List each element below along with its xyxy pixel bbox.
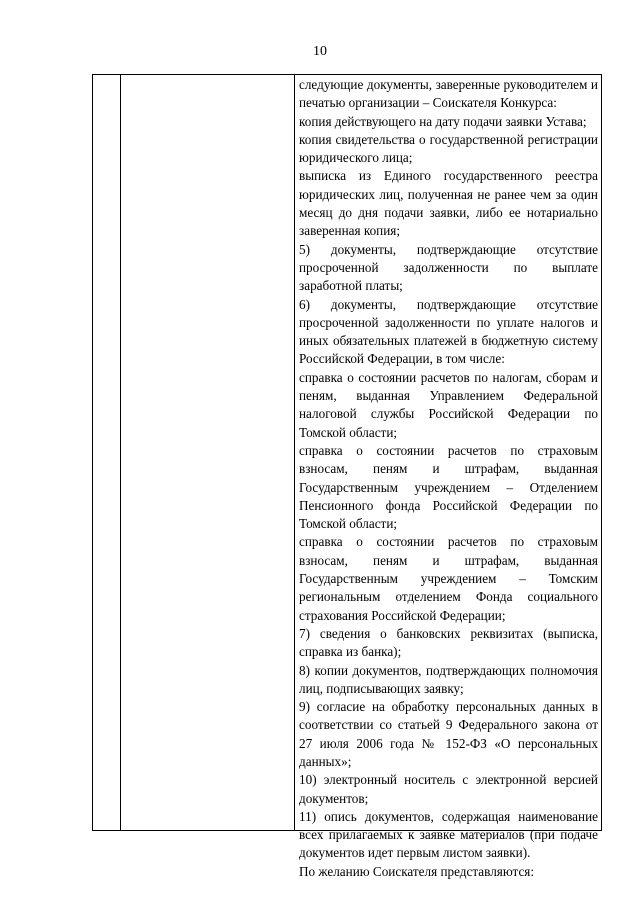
paragraph-intro: следующие документы, заверенные руководителем и печатью организации – Соискателя Конкурса: xyxy=(299,77,598,111)
paragraph-tax-certificate: справка о состоянии расчетов по налогам, сборам и пеням, выданная Управлением Федеральной налоговой службы Российской Федерации по Томской области; xyxy=(299,369,598,440)
column-divider-2 xyxy=(294,75,295,830)
paragraph-registration-certificate: копия свидетельства о государственной регистрации юридического лица; xyxy=(299,131,598,166)
document-table xyxy=(92,74,602,879)
paragraph-charter-copy: копия действующего на дату подачи заявки Устава; xyxy=(299,113,587,129)
paragraph-item-11: 11) опись документов, содержащая наименование всех прилагаемых к заявке материалов (при подаче документов идет первым листом заявки). xyxy=(299,808,598,861)
paragraph-item-8: 8) копии документов, подтверждающих полномочия лиц, подписывающих заявку; xyxy=(299,662,598,696)
paragraph-item-7: 7) сведения о банковских реквизитах (выписка, справка из банка); xyxy=(299,625,598,660)
paragraph-social-insurance-certificate: справка о состоянии расчетов по страховым взносам, пеням и штрафам, выданная Государственным учреждением – Томским региональным отделением Фонда социального страхования Российской Федерации; xyxy=(299,534,598,623)
paragraph-item-10: 10) электронный носитель с электронной версией документов; xyxy=(299,772,598,806)
requirements-cell xyxy=(299,76,598,881)
paragraph-item-5: 5) документы, подтверждающие отсутствие просроченной задолженности по выплате заработной платы; xyxy=(299,241,598,294)
paragraph-item-9: 9) согласие на обработку персональных данных в соответствии со статьей 9 Федерального закона от 27 июля 2006 года № 152-ФЗ «О персональных данных»; xyxy=(299,699,598,769)
paragraph-registry-extract: выписка из Единого государственного реестра юридических лиц, полученная не ранее чем за один месяц до дня подачи заявки, либо ее нотариально заверенная копия; xyxy=(299,168,598,239)
paragraph-pension-certificate: справка о состоянии расчетов по страховым взносам, пеням и штрафам, выданная Государственным учреждением – Отделением Пенсионного фонда Российской Федерации по Томской области; xyxy=(299,442,598,532)
page-number: 10 xyxy=(313,44,327,59)
paragraph-optional-intro: По желанию Соискателя представляются: xyxy=(299,863,535,879)
paragraph-item-6: 6) документы, подтверждающие отсутствие просроченной задолженности по уплате налогов и иных обязательных платежей в бюджетную систему Российской Федерации, в том числе: xyxy=(299,296,598,367)
column-divider-1 xyxy=(120,75,121,830)
